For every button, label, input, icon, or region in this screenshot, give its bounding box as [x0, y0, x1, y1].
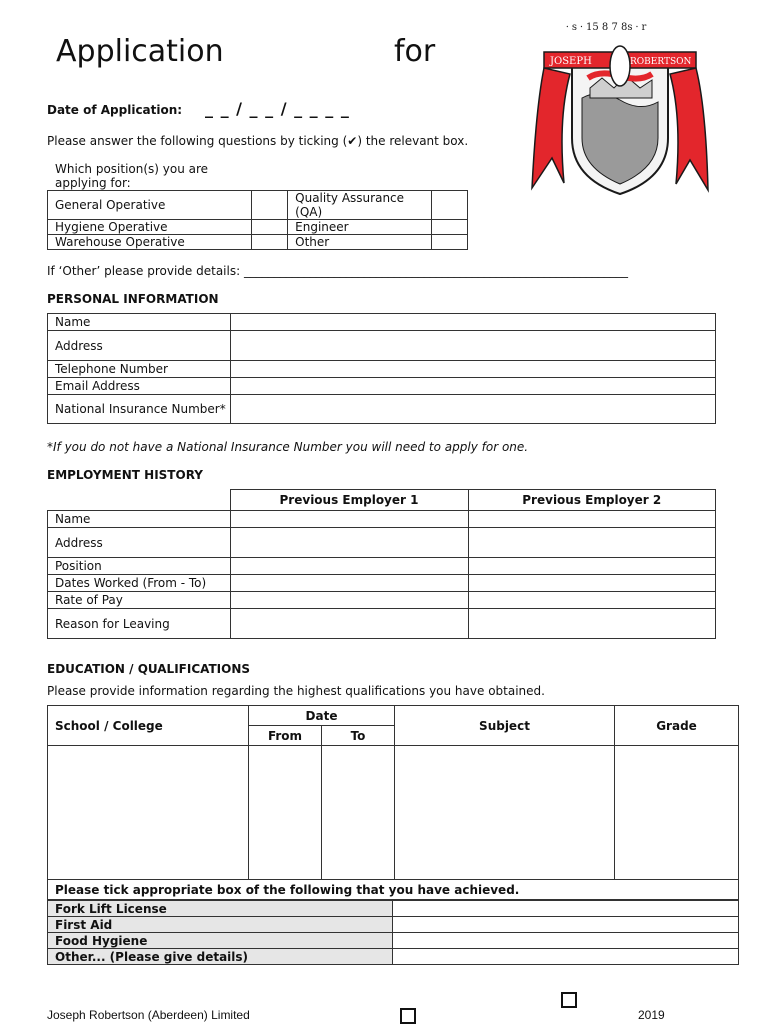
- employment-corner: [48, 490, 231, 511]
- employment-label-dates: Dates Worked (From - To): [48, 575, 231, 592]
- employment-label-position: Position: [48, 558, 231, 575]
- table-row: [48, 558, 716, 575]
- personal-label-name: Name: [48, 314, 231, 331]
- employer-1-dates[interactable]: [230, 575, 468, 592]
- table-row: [48, 314, 716, 331]
- title-for: for: [394, 34, 436, 69]
- positions-row: [48, 235, 468, 250]
- positions-table: [47, 190, 468, 250]
- employer-1-rate[interactable]: [230, 592, 468, 609]
- subject-header: Subject: [395, 706, 615, 746]
- table-row: [48, 490, 716, 511]
- achievements-prompt: Please tick appropriate box of the following that you have achieved.: [48, 880, 739, 900]
- achievement-food-hygiene: Food Hygiene: [48, 933, 393, 949]
- table-row: [48, 592, 716, 609]
- footer-year: 2019: [638, 1008, 665, 1022]
- personal-table: [47, 313, 716, 424]
- school-header: School / College: [48, 706, 249, 746]
- employment-label-rate: Rate of Pay: [48, 592, 231, 609]
- table-row: [48, 917, 739, 933]
- tick-instruction: Please answer the following questions by ticking (✔) the relevant box.: [47, 134, 469, 148]
- table-row: [48, 609, 716, 639]
- achievement-other-input[interactable]: [393, 949, 739, 965]
- education-instruction: Please provide information regarding the highest qualifications you have obtained.: [47, 684, 545, 698]
- date-header: Date: [249, 706, 395, 726]
- checkbox-quality-assurance[interactable]: [431, 191, 467, 220]
- table-row: [48, 949, 739, 965]
- school-input[interactable]: [48, 746, 249, 880]
- crest-graphic: [530, 18, 710, 198]
- personal-label-email: Email Address: [48, 378, 231, 395]
- personal-label-telephone: Telephone Number: [48, 361, 231, 378]
- personal-input-address[interactable]: [231, 331, 716, 361]
- other-details-line[interactable]: If ‘Other’ please provide details: ________________________________________________________________: [47, 264, 628, 278]
- personal-input-telephone[interactable]: [231, 361, 716, 378]
- employer-1-name[interactable]: [230, 511, 468, 528]
- personal-input-ni[interactable]: [231, 395, 716, 424]
- employer-2-header: Previous Employer 2: [468, 490, 716, 511]
- employer-2-position[interactable]: [468, 558, 716, 575]
- positions-prompt: Which position(s) you are applying for:: [55, 162, 209, 190]
- table-row: [48, 378, 716, 395]
- table-row: [48, 746, 739, 880]
- subject-input[interactable]: [395, 746, 615, 880]
- position-quality-assurance: Quality Assurance (QA): [288, 191, 432, 220]
- table-row: [48, 575, 716, 592]
- position-general-operative: General Operative: [48, 191, 252, 220]
- achievement-fork-lift: Fork Lift License: [48, 901, 393, 917]
- checkbox-hygiene-operative[interactable]: [251, 220, 287, 235]
- banner-right-text: ROBERTSON: [630, 57, 692, 67]
- achievements-table: [47, 900, 739, 965]
- table-row: [48, 511, 716, 528]
- employer-1-reason[interactable]: [230, 609, 468, 639]
- banner-left-text: JOSEPH: [550, 56, 592, 67]
- education-heading: EDUCATION / QUALIFICATIONS: [47, 662, 251, 676]
- personal-label-address: Address: [48, 331, 231, 361]
- to-header: To: [322, 726, 395, 746]
- employer-2-dates[interactable]: [468, 575, 716, 592]
- title-application: Application: [56, 34, 224, 69]
- table-row: [48, 933, 739, 949]
- employer-1-position[interactable]: [230, 558, 468, 575]
- to-input[interactable]: [322, 746, 395, 880]
- position-warehouse-operative: Warehouse Operative: [48, 235, 252, 250]
- employer-2-name[interactable]: [468, 511, 716, 528]
- table-row: [48, 331, 716, 361]
- employer-1-header: Previous Employer 1: [230, 490, 468, 511]
- achievement-first-aid: First Aid: [48, 917, 393, 933]
- employment-label-address: Address: [48, 528, 231, 558]
- position-hygiene-operative: Hygiene Operative: [48, 220, 252, 235]
- footer-checkbox-lower[interactable]: [400, 1008, 416, 1024]
- employment-heading: EMPLOYMENT HISTORY: [47, 468, 203, 482]
- table-row: [48, 706, 739, 726]
- table-row: [48, 880, 739, 900]
- employer-1-address[interactable]: [230, 528, 468, 558]
- from-header: From: [249, 726, 322, 746]
- employer-2-rate[interactable]: [468, 592, 716, 609]
- grade-header: Grade: [615, 706, 739, 746]
- personal-label-ni: National Insurance Number*: [48, 395, 231, 424]
- footer-company: Joseph Robertson (Aberdeen) Limited: [47, 1008, 250, 1022]
- positions-row: [48, 191, 468, 220]
- company-logo: [530, 18, 710, 198]
- personal-heading: PERSONAL INFORMATION: [47, 292, 219, 306]
- date-label: Date of Application:: [47, 103, 183, 117]
- employer-2-reason[interactable]: [468, 609, 716, 639]
- employment-label-reason: Reason for Leaving: [48, 609, 231, 639]
- personal-input-name[interactable]: [231, 314, 716, 331]
- employer-2-address[interactable]: [468, 528, 716, 558]
- education-table: [47, 705, 739, 900]
- table-row: [48, 395, 716, 424]
- achievement-fork-lift-input[interactable]: [393, 901, 739, 917]
- achievement-food-hygiene-input[interactable]: [393, 933, 739, 949]
- position-other: Other: [288, 235, 432, 250]
- personal-input-email[interactable]: [231, 378, 716, 395]
- crest-top-text: ⸱ s ⸱ 15 8 7 8s ⸱ r: [566, 22, 647, 33]
- employment-label-name: Name: [48, 511, 231, 528]
- footer-checkbox-upper[interactable]: [561, 992, 577, 1008]
- checkbox-general-operative[interactable]: [251, 191, 287, 220]
- achievement-first-aid-input[interactable]: [393, 917, 739, 933]
- achievement-other: Other... (Please give details): [48, 949, 393, 965]
- checkbox-other[interactable]: [431, 235, 467, 250]
- table-row: [48, 528, 716, 558]
- checkbox-warehouse-operative[interactable]: [251, 235, 287, 250]
- positions-row: [48, 220, 468, 235]
- from-input[interactable]: [249, 746, 322, 880]
- ni-note: *If you do not have a National Insurance Number you will need to apply for one.: [47, 440, 529, 454]
- employment-table: [47, 489, 716, 639]
- table-row: [48, 901, 739, 917]
- position-engineer: Engineer: [288, 220, 432, 235]
- table-row: [48, 361, 716, 378]
- checkbox-engineer[interactable]: [431, 220, 467, 235]
- grade-input[interactable]: [615, 746, 739, 880]
- date-blanks[interactable]: _ _ / _ _ / _ _ _ _: [205, 99, 350, 118]
